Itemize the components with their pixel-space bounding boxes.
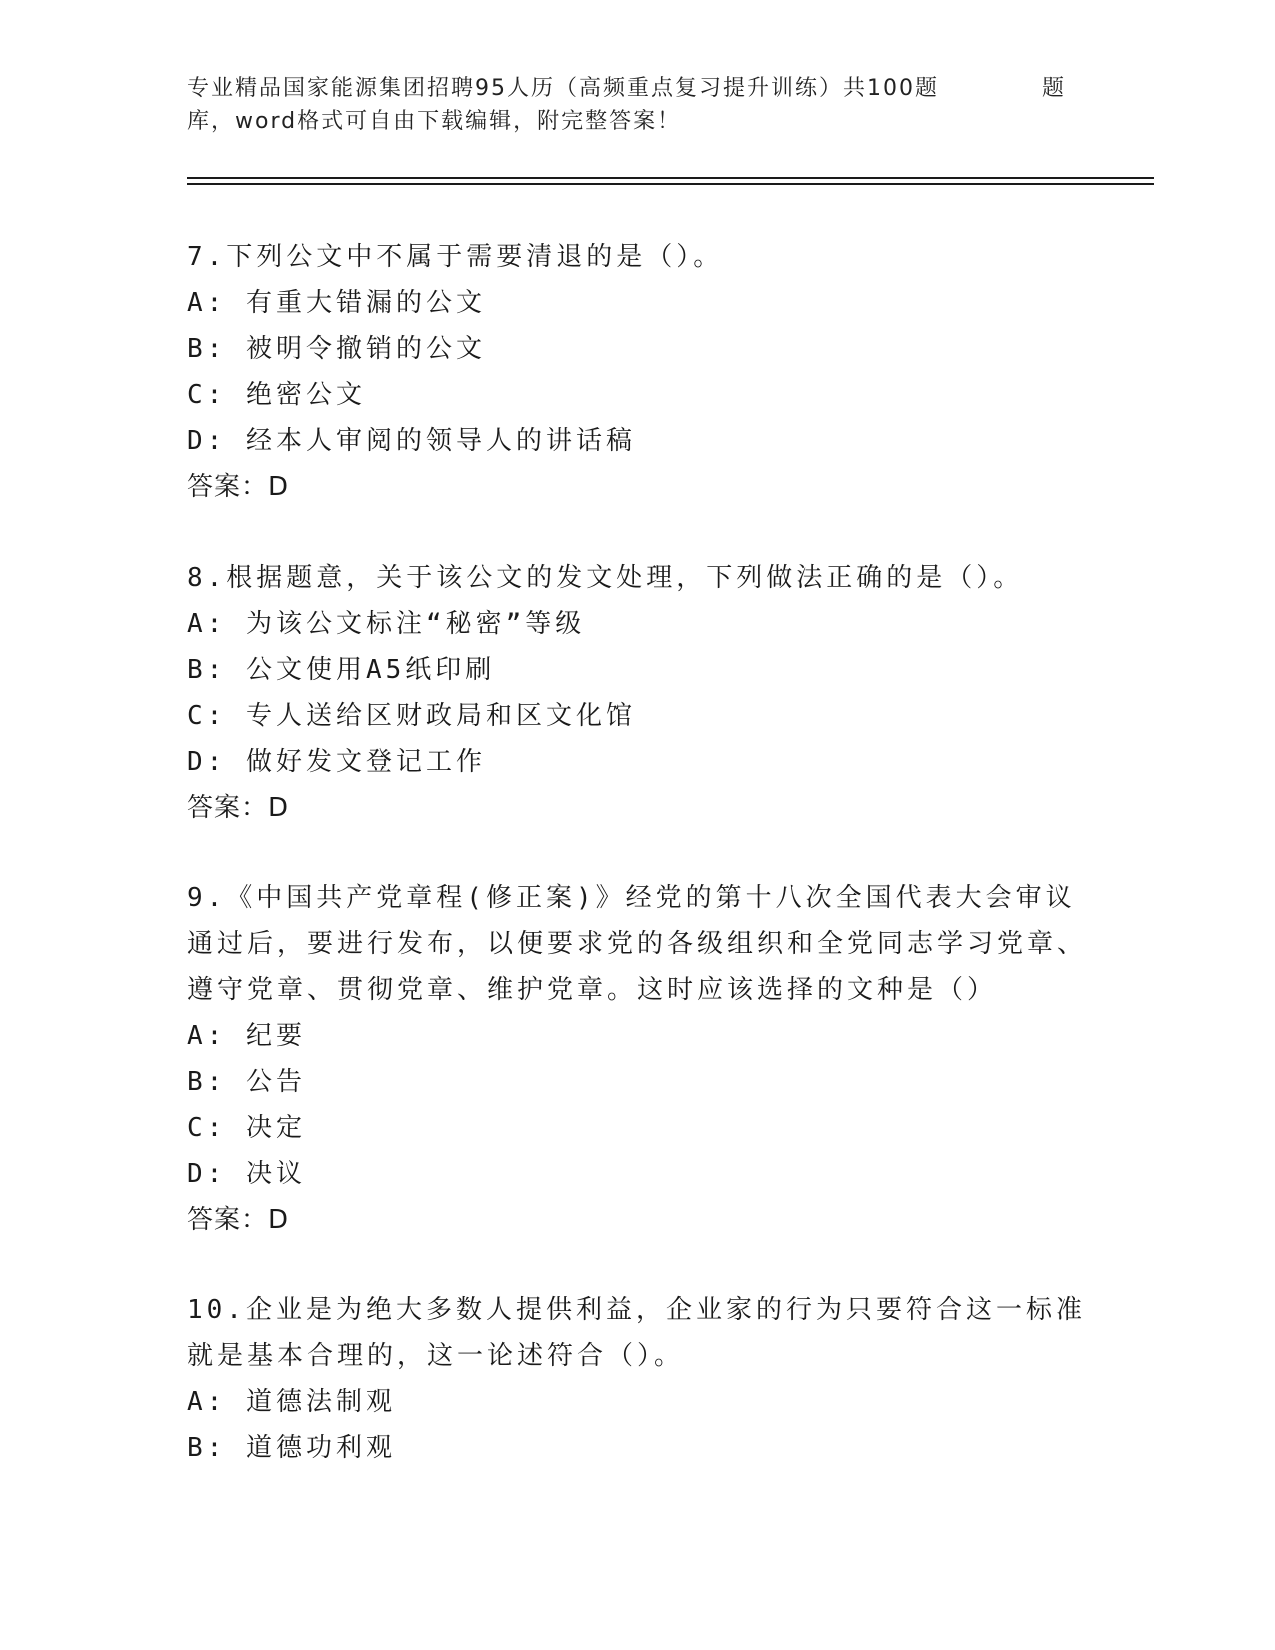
header-divider-bottom bbox=[187, 183, 1154, 185]
option-b: B: 道德功利观 bbox=[187, 1433, 396, 1463]
question-stem: 9.《中国共产党章程(修正案)》经党的第十八次全国代表大会审议通过后，要进行发布，以便要求党的各级组织和全党同志学习党章、遵守党章、贯彻党章、维护党章。这时应该选择的文种是（） bbox=[187, 883, 1088, 1005]
question-stem: 7.下列公文中不属于需要清退的是（）。 bbox=[187, 242, 724, 272]
header-title-text: 专业精品国家能源集团招聘95人历（高频重点复习提升训练）共100题 bbox=[187, 76, 939, 101]
option-b: B: 公文使用A5纸印刷 bbox=[187, 655, 496, 685]
option-d: D: 经本人审阅的领导人的讲话稿 bbox=[187, 426, 636, 456]
question-9 bbox=[187, 875, 1087, 1243]
option-c: C: 专人送给区财政局和区文化馆 bbox=[187, 701, 636, 731]
header-divider-top bbox=[187, 177, 1154, 179]
answer: 答案：D bbox=[187, 1205, 290, 1235]
option-c: C: 绝密公文 bbox=[187, 380, 366, 410]
header-title-tail: 题 bbox=[1042, 76, 1067, 101]
option-a: A: 纪要 bbox=[187, 1021, 306, 1051]
header-line-2: 库，word格式可自由下载编辑，附完整答案！ bbox=[187, 109, 682, 134]
option-a: A: 道德法制观 bbox=[187, 1387, 396, 1417]
option-c: C: 决定 bbox=[187, 1113, 306, 1143]
option-d: D: 做好发文登记工作 bbox=[187, 747, 486, 777]
question-stem: 10.企业是为绝大多数人提供利益，企业家的行为只要符合这一标准就是基本合理的，这一论述符合（）。 bbox=[187, 1295, 1086, 1371]
answer: 答案：D bbox=[187, 472, 290, 502]
question-8 bbox=[187, 555, 1087, 831]
option-b: B: 公告 bbox=[187, 1067, 306, 1097]
header-line-1 bbox=[187, 72, 1067, 105]
question-7 bbox=[187, 234, 1087, 510]
option-d: D: 决议 bbox=[187, 1159, 306, 1189]
option-b: B: 被明令撤销的公文 bbox=[187, 334, 486, 364]
question-stem: 8.根据题意，关于该公文的发文处理，下列做法正确的是（）。 bbox=[187, 563, 1024, 593]
option-a: A: 为该公文标注“秘密”等级 bbox=[187, 609, 586, 639]
option-a: A: 有重大错漏的公文 bbox=[187, 288, 486, 318]
question-10 bbox=[187, 1287, 1087, 1471]
answer: 答案：D bbox=[187, 793, 290, 823]
document-header bbox=[187, 72, 1067, 138]
